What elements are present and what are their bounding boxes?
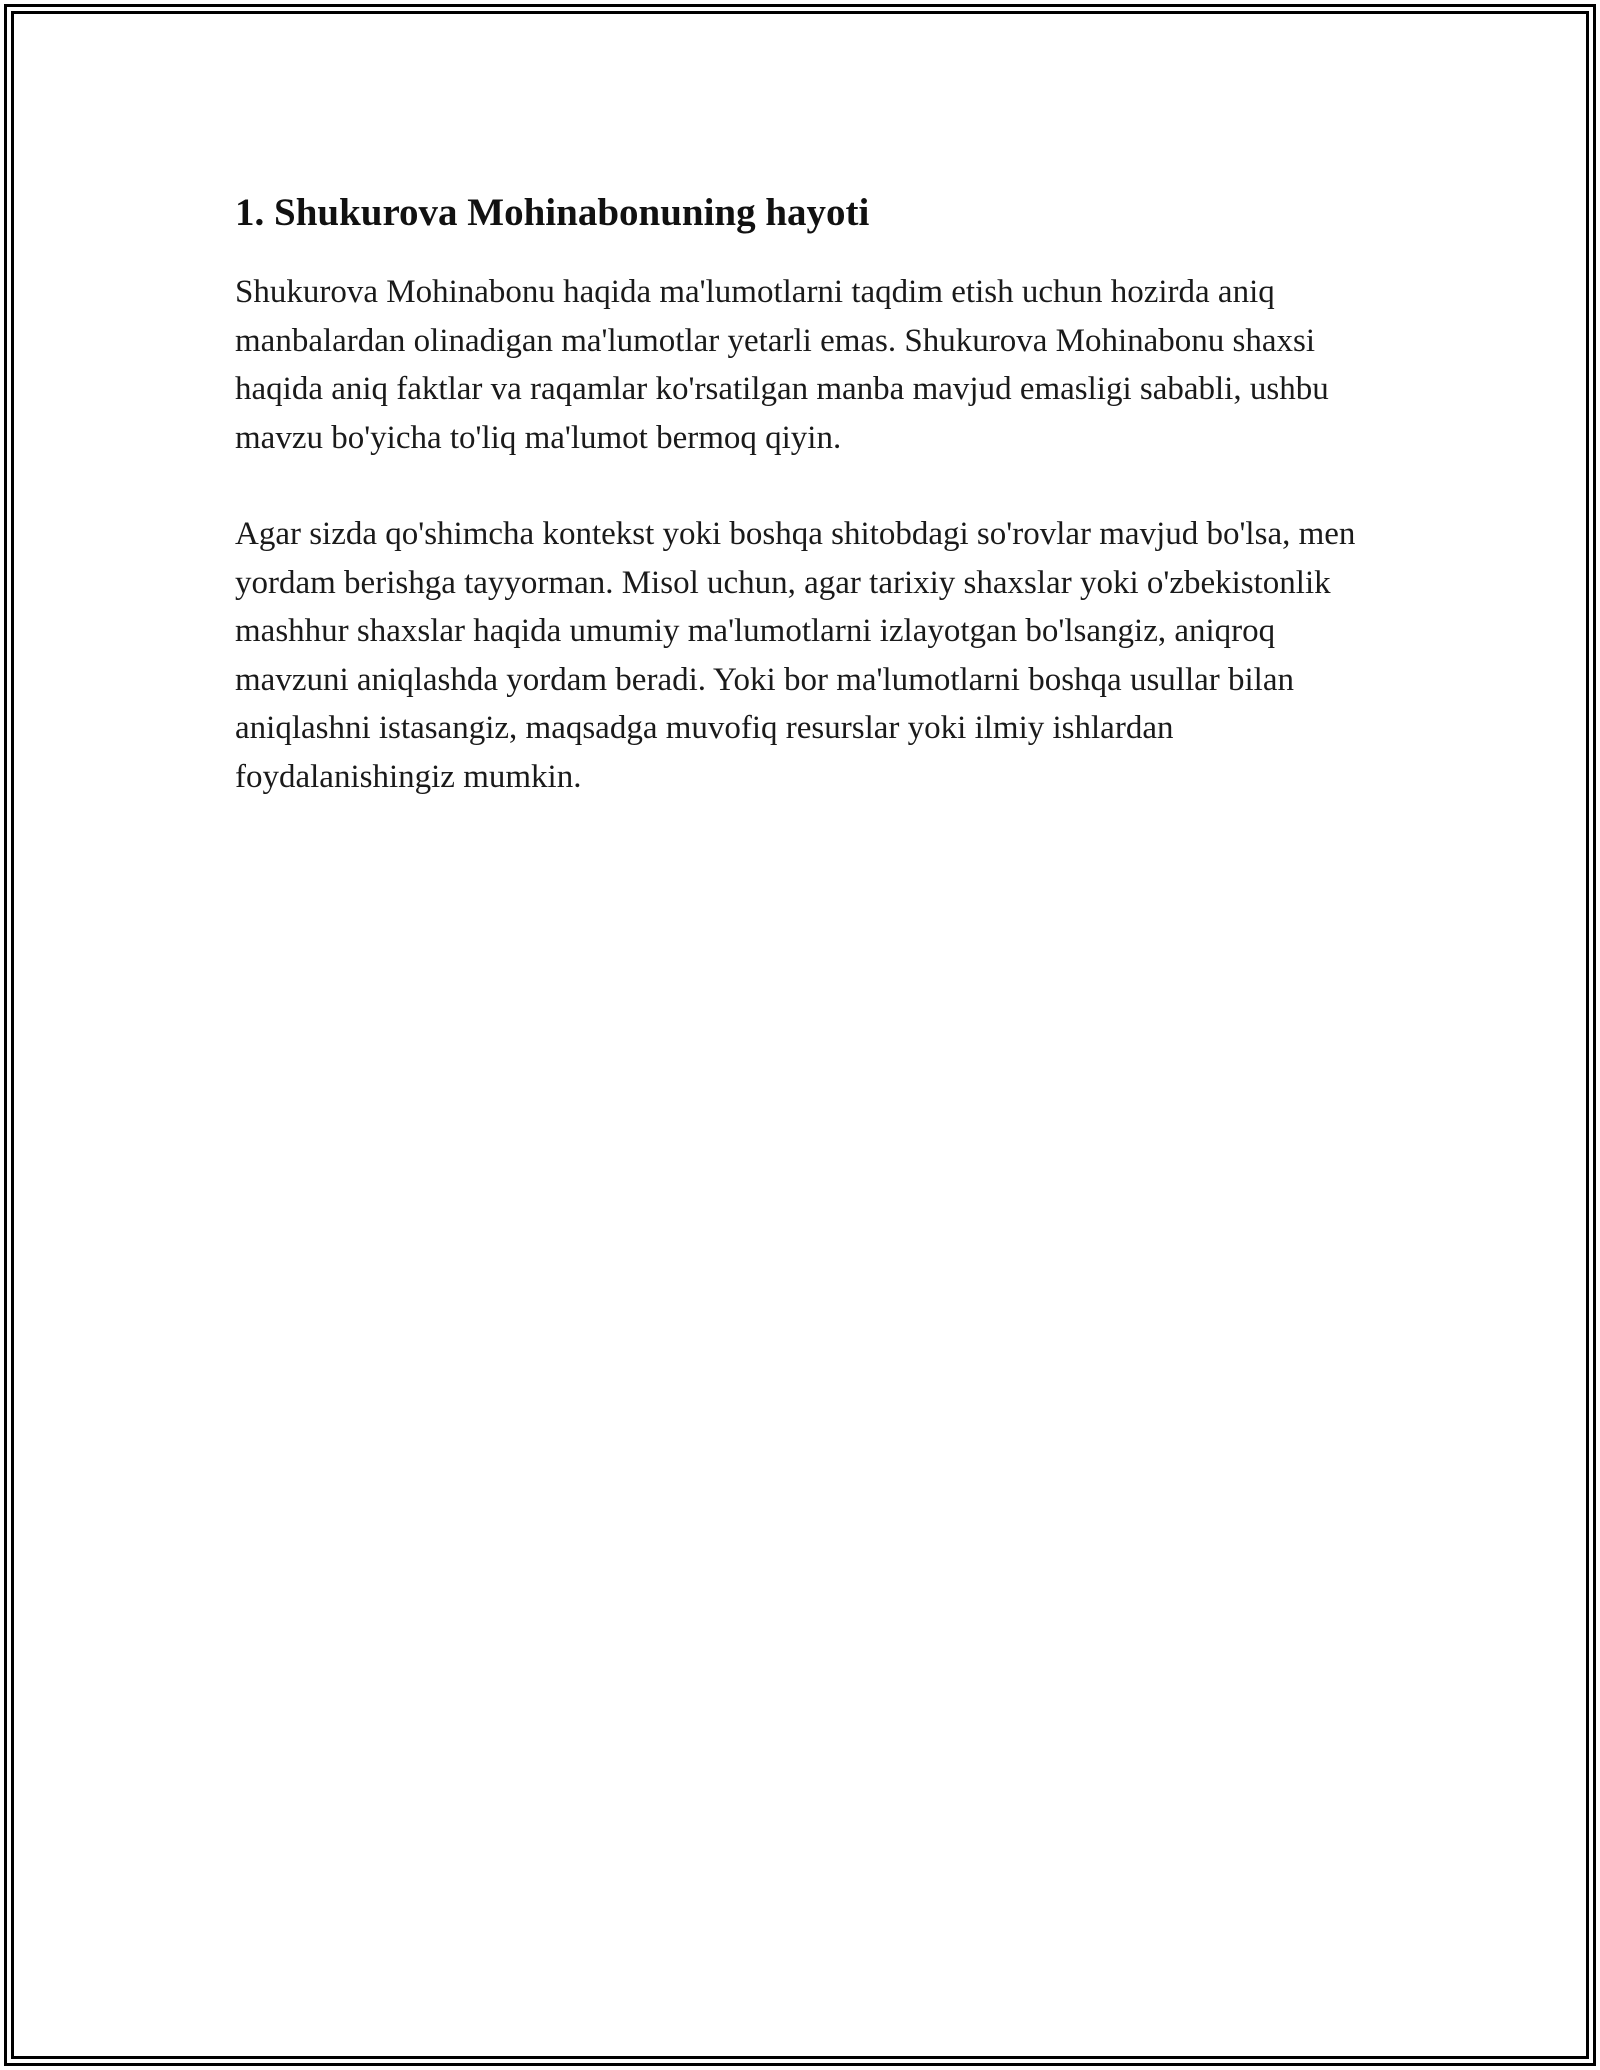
- paragraph-2: Agar sizda qo'shimcha kontekst yoki boshqa shitobdagi so'rovlar mavjud bo'lsa, men yordam berishga tayyorman. Misol uchun, agar tarixiy shaxslar yoki o'zbekistonlik mashhur shaxslar haqida umumiy ma'lumotlarni izlayotgan bo'lsangiz, aniqroq mavzuni aniqlashda yordam beradi. Yoki bor ma'lumotlarni boshqa usullar bilan aniqlashni istasangiz, maqsadga muvofiq resurslar yoki ilmiy ishlardan foydalanishingiz mumkin.: [235, 516, 1356, 795]
- document-body: [235, 188, 1365, 849]
- section-heading: 1. Shukurova Mohinabonuning hayoti: [235, 191, 870, 234]
- paragraph-1: Shukurova Mohinabonu haqida ma'lumotlarni taqdim etish uchun hozirda aniq manbalardan olinadigan ma'lumotlar yetarli emas. Shukurova Mohinabonu shaxsi haqida aniq faktlar va raqamlar ko'rsatilgan manba mavjud emasligi sababli, ushbu mavzu bo'yicha to'liq ma'lumot bermoq qiyin.: [235, 274, 1329, 456]
